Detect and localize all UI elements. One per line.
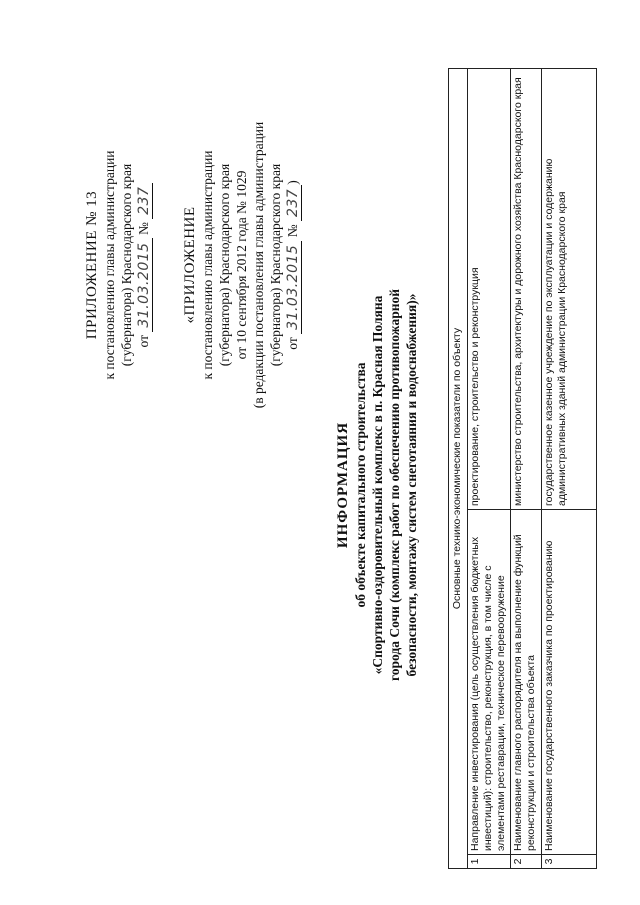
row-indicator-value: министерство строительства, архитектуры и дорожного хозяйства Краснодарского края	[511, 69, 542, 510]
row-number: 3	[542, 855, 597, 869]
table-header-row	[449, 69, 468, 869]
appendix-13-num: 237	[136, 183, 153, 219]
appendix-original-title: «ПРИЛОЖЕНИЕ	[182, 206, 198, 324]
document-subtitle-line2: «Спортивно-оздоровительный комплекс в п. Красная Поляна	[370, 295, 385, 675]
appendix-original-line3: от 10 сентября 2012 года № 1029	[234, 170, 249, 360]
table-row	[542, 69, 597, 869]
appendix-original-date-line	[284, 0, 302, 545]
indicators-table	[448, 68, 597, 869]
appendix-13-date-prefix: от	[136, 334, 151, 348]
document-subtitle-line3: города Сочи (комплекс работ по обеспечению противопожарной	[387, 288, 402, 682]
document-title-block	[335, 185, 420, 785]
appendix-original-block	[182, 0, 302, 545]
appendix-13-title: ПРИЛОЖЕНИЕ № 13	[84, 190, 100, 340]
appendix-13-line1: к постановлению главы администрации	[102, 150, 117, 380]
appendix-original-closing: )	[285, 180, 300, 185]
appendix-original-line5: (губернатора) Краснодарского края	[268, 163, 283, 367]
table-header: Основные технико-экономические показатели по объекту	[449, 69, 468, 869]
document-subtitle-line1: об объекте капитального строительства	[353, 362, 368, 608]
row-number: 2	[511, 855, 542, 869]
appendix-original-num: 237	[285, 185, 302, 221]
table-row	[468, 69, 511, 869]
appendix-13-block	[84, 95, 153, 435]
appendix-original-line4: (в редакции постановления главы администрации	[251, 121, 266, 409]
document-subtitle-line4: безопасности, монтажу систем снеготаяния и водоснабжения)»	[404, 293, 419, 677]
appendix-original-line2: (губернатора) Краснодарского края	[217, 163, 232, 367]
appendix-original-num-prefix: №	[285, 224, 300, 238]
appendix-original-date-prefix: от	[285, 337, 300, 350]
appendix-original-line1: к постановлению главы администрации	[200, 150, 215, 380]
appendix-13-line2: (губернатора) Краснодарского края	[119, 163, 134, 367]
row-number: 1	[468, 855, 511, 869]
row-indicator-name: Направление инвестирования (цель осуществления бюджетных инвестиций): строительство, реконструкция, в том числе с элементами реставрации, техническое перевооружение	[468, 510, 511, 855]
table-row	[511, 69, 542, 869]
row-indicator-name: Наименование государственного заказчика по проектированию	[542, 510, 597, 855]
appendix-13-num-prefix: №	[136, 222, 151, 236]
appendix-original-date: 31.03.2015	[285, 241, 302, 334]
row-indicator-value: государственное казенное учреждение по эксплуатации и содержанию административных зданий администрации Краснодарского края	[542, 69, 597, 510]
appendix-13-date-line	[135, 95, 153, 435]
document-title: ИНФОРМАЦИЯ	[335, 421, 351, 549]
row-indicator-value: проектирование, строительство и реконструкция	[468, 69, 511, 510]
row-indicator-name: Наименование главного распорядителя на выполнение функций реконструкции и строительства объекта	[511, 510, 542, 855]
appendix-13-date: 31.03.2015	[136, 238, 153, 331]
